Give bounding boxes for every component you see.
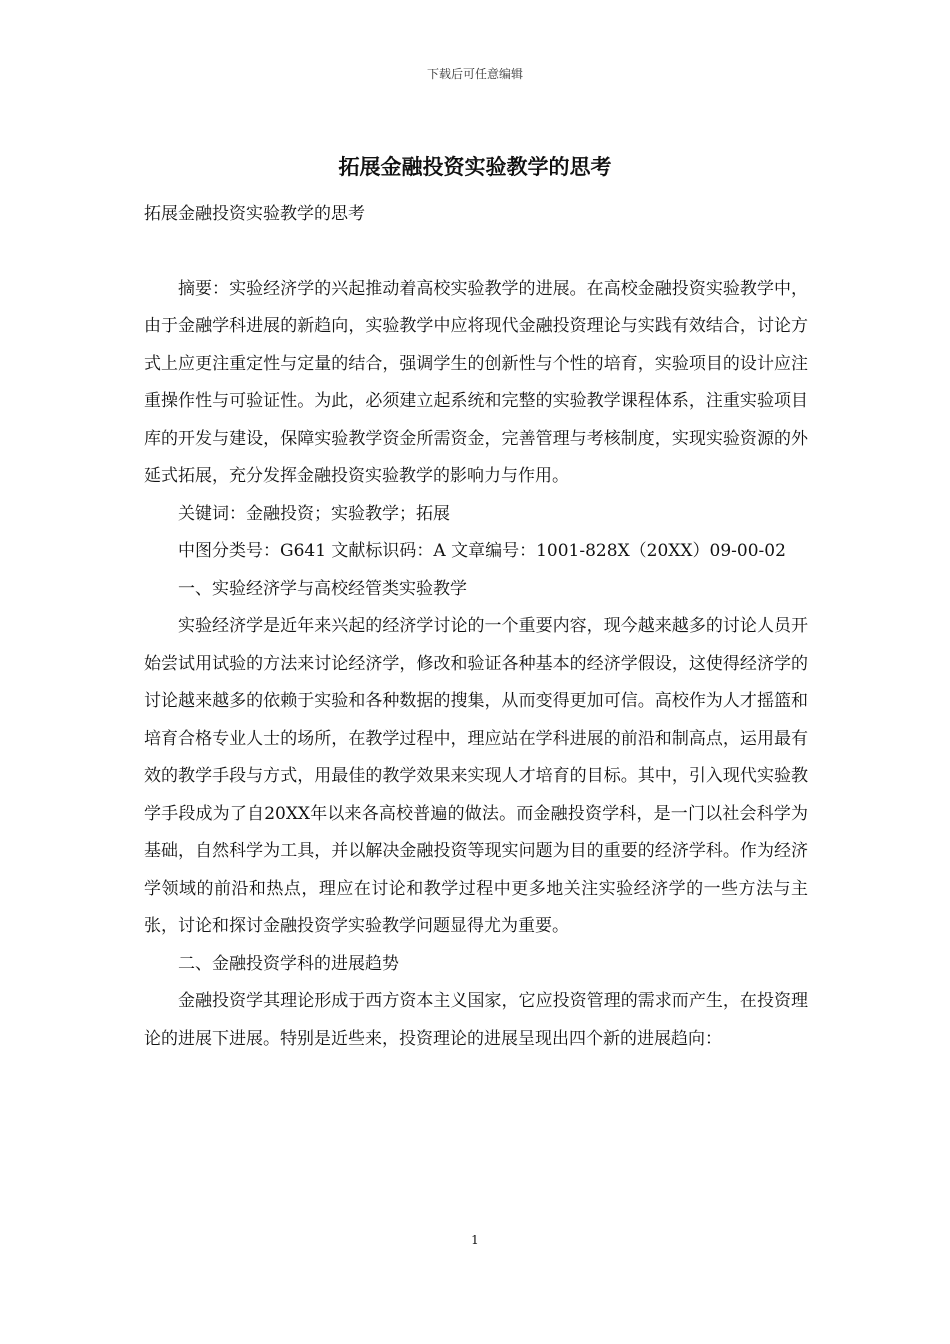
section-heading-2: 二、金融投资学科的进展趋势 xyxy=(178,953,399,974)
classification-paragraph: 中图分类号：G641 文献标识码：A 文章编号：1001-828X（20XX）09-00-02 xyxy=(178,541,786,561)
document-title: 拓展金融投资实验教学的思考 xyxy=(338,154,612,179)
page-number: 1 xyxy=(471,1233,479,1247)
document-subtitle: 拓展金融投资实验教学的思考 xyxy=(144,204,365,224)
page-header-note: 下载后可任意编辑 xyxy=(426,67,523,81)
keywords-paragraph: 关键词：金融投资；实验教学；拓展 xyxy=(178,503,450,524)
section-1-paragraph: 实验经济学是近年来兴起的经济学讨论的一个重要内容，现今越来越多的讨论人员开始尝试用试验的方法来讨论经济学，修改和验证各种基本的经济学假设，这使得经济学的讨论越来越多的依赖于实验和各种数据的搜集，从而变得更加可信。高校作为人才摇篮和培育合格专业人士的场所，在教学过程中，理应站在学科进展的前沿和制高点，运用最有效的教学手段与方式，用最佳的教学效果来实现人才培育的目标。其中，引入现代实验教学手段成为了自20XX年以来各高校普遍的做法。而金融投资学科，是一门以社会科学为基础，自然科学为工具，并以解决金融投资等现实问题为目的重要的经济学科。作为经济学领域的前沿和热点，理应在讨论和教学过程中更多地关注实验经济学的一些方法与主张，讨论和探讨金融投资学实验教学问题显得尤为重要。 xyxy=(144,616,808,936)
section-2-paragraph: 金融投资学其理论形成于西方资本主义国家，它应投资管理的需求而产生，在投资理论的进展下进展。特别是近些来，投资理论的进展呈现出四个新的进展趋向： xyxy=(144,991,808,1049)
document-body xyxy=(144,196,808,1058)
abstract-paragraph: 摘要：实验经济学的兴起推动着高校实验教学的进展。在高校金融投资实验教学中，由于金融学科进展的新趋向，实验教学中应将现代金融投资理论与实践有效结合，讨论方式上应更注重定性与定量的结合，强调学生的创新性与个性的培育，实验项目的设计应注重操作性与可验证性。为此，必须建立起系统和完整的实验教学课程体系，注重实验项目库的开发与建设，保障实验教学资金所需资金，完善管理与考核制度，实现实验资源的外延式拓展，充分发挥金融投资实验教学的影响力与作用。 xyxy=(144,278,808,486)
section-heading-1: 一、实验经济学与高校经管类实验教学 xyxy=(178,578,467,599)
